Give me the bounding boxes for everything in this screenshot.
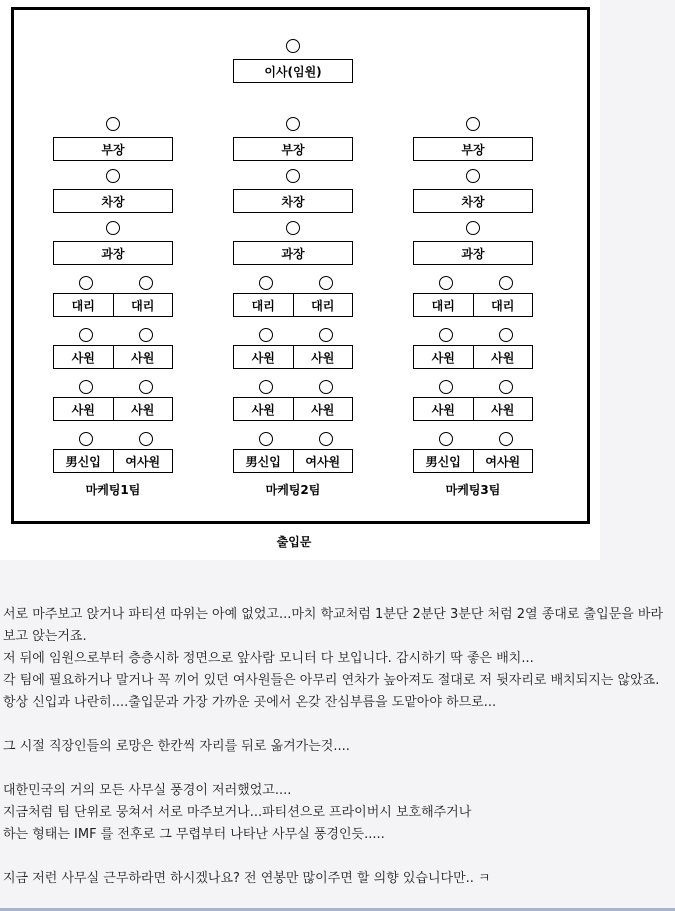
article-line <box>3 714 671 736</box>
staff-seat <box>139 328 153 342</box>
staff-seat <box>79 276 93 290</box>
staff-desk: 사원 <box>294 345 354 369</box>
staff-desk: 사원 <box>53 397 114 421</box>
manager-seat <box>466 117 480 131</box>
section-chief-desk: 과장 <box>413 241 533 265</box>
entrance-label: 출입문 <box>276 535 312 549</box>
team-label: 마케팅3팀 <box>445 483 501 497</box>
staff-seat <box>79 328 93 342</box>
staff-desk: 사원 <box>114 397 174 421</box>
staff-seat <box>259 380 273 394</box>
team-label: 마케팅2팀 <box>265 483 321 497</box>
staff-desk: 사원 <box>413 397 474 421</box>
staff-desk-pair <box>413 345 533 369</box>
staff-desk: 대리 <box>294 293 354 317</box>
staff-seat <box>79 432 93 446</box>
staff-seat <box>319 432 333 446</box>
staff-seat <box>139 432 153 446</box>
staff-seat <box>439 380 453 394</box>
staff-seat <box>499 380 513 394</box>
staff-desk: 男신입 <box>233 449 294 473</box>
staff-desk-pair <box>53 397 173 421</box>
office-room-outline <box>11 7 590 524</box>
director-desk: 이사(임원) <box>233 59 353 83</box>
deputy-desk: 차장 <box>53 189 173 213</box>
article-line: 대한민국의 거의 모든 사무실 풍경이 저러했었고.... <box>3 783 292 798</box>
section-chief-desk: 과장 <box>233 241 353 265</box>
staff-desk-pair <box>233 293 353 317</box>
article-line: 서로 마주보고 앉거나 파티션 따위는 아예 없었고...마치 학교처럼 1분단 2분단 3분단 처럼 2열 종대로 출입문을 바라보고 앉는거죠. <box>3 607 664 644</box>
staff-desk-pair <box>233 397 353 421</box>
staff-desk-pair <box>413 449 533 473</box>
staff-desk: 사원 <box>474 397 534 421</box>
staff-desk-pair <box>53 345 173 369</box>
staff-desk: 대리 <box>413 293 474 317</box>
staff-desk: 사원 <box>474 345 534 369</box>
staff-desk: 男신입 <box>413 449 474 473</box>
staff-seat <box>439 276 453 290</box>
manager-desk: 부장 <box>53 137 173 161</box>
staff-desk: 사원 <box>294 397 354 421</box>
director-seat <box>286 39 300 53</box>
article-line: 각 팀에 필요하거나 말거나 꼭 끼어 있던 여사원들은 아무리 연차가 높아져도 절대로 저 뒷자리로 배치되지는 않았죠. <box>3 673 660 688</box>
deputy-seat <box>466 169 480 183</box>
article-line <box>3 846 671 868</box>
staff-seat <box>319 328 333 342</box>
staff-desk: 여사원 <box>114 449 174 473</box>
staff-desk: 대리 <box>114 293 174 317</box>
staff-desk: 대리 <box>53 293 114 317</box>
staff-seat <box>439 432 453 446</box>
article-line: 지금처럼 팀 단위로 뭉쳐서 서로 마주보거나...파티션으로 프라이버시 보호해주거나 <box>3 805 472 820</box>
staff-desk-pair <box>233 449 353 473</box>
staff-desk: 사원 <box>233 397 294 421</box>
staff-seat <box>259 432 273 446</box>
staff-desk-pair <box>53 293 173 317</box>
article-line: 저 뒤에 임원으로부터 층층시하 정면으로 앞사람 모니터 다 보입니다. 감시하기 딱 좋은 배치... <box>3 651 534 666</box>
staff-seat <box>499 432 513 446</box>
staff-desk: 사원 <box>114 345 174 369</box>
staff-desk: 여사원 <box>474 449 534 473</box>
staff-seat <box>79 380 93 394</box>
article-line: 지금 저런 사무실 근무하라면 하시겠나요? 전 연봉만 많이주면 할 의향 있습니다만.. ㅋ <box>3 871 491 886</box>
article-text <box>3 604 671 890</box>
staff-seat <box>319 380 333 394</box>
staff-seat <box>139 276 153 290</box>
article-line: 그 시절 직장인들의 로망은 한칸씩 자리를 뒤로 옮겨가는것.... <box>3 739 350 754</box>
staff-seat <box>499 276 513 290</box>
staff-desk-pair <box>53 449 173 473</box>
team-label: 마케팅1팀 <box>85 483 141 497</box>
staff-desk: 대리 <box>233 293 294 317</box>
section-chief-desk: 과장 <box>53 241 173 265</box>
article-line: 항상 신입과 나란히....출입문과 가장 가까운 곳에서 온갖 잔심부름을 도맡아야 하므로... <box>3 695 497 710</box>
deputy-desk: 차장 <box>233 189 353 213</box>
staff-desk: 여사원 <box>294 449 354 473</box>
staff-seat <box>259 328 273 342</box>
staff-desk-pair <box>413 397 533 421</box>
staff-seat <box>259 276 273 290</box>
deputy-seat <box>106 169 120 183</box>
staff-desk: 男신입 <box>53 449 114 473</box>
section-chief-seat <box>106 221 120 235</box>
staff-desk: 사원 <box>233 345 294 369</box>
staff-desk-pair <box>413 293 533 317</box>
section-chief-seat <box>466 221 480 235</box>
manager-seat <box>286 117 300 131</box>
article-line <box>3 758 671 780</box>
staff-seat <box>319 276 333 290</box>
staff-seat <box>439 328 453 342</box>
manager-desk: 부장 <box>413 137 533 161</box>
deputy-seat <box>286 169 300 183</box>
deputy-desk: 차장 <box>413 189 533 213</box>
staff-desk-pair <box>233 345 353 369</box>
article-line: 하는 형태는 IMF 를 전후로 그 무렵부터 나타난 사무실 풍경인듯..... <box>3 827 385 842</box>
staff-desk: 대리 <box>474 293 534 317</box>
staff-seat <box>139 380 153 394</box>
staff-desk: 사원 <box>53 345 114 369</box>
section-chief-seat <box>286 221 300 235</box>
manager-desk: 부장 <box>233 137 353 161</box>
staff-desk: 사원 <box>413 345 474 369</box>
staff-seat <box>499 328 513 342</box>
manager-seat <box>106 117 120 131</box>
